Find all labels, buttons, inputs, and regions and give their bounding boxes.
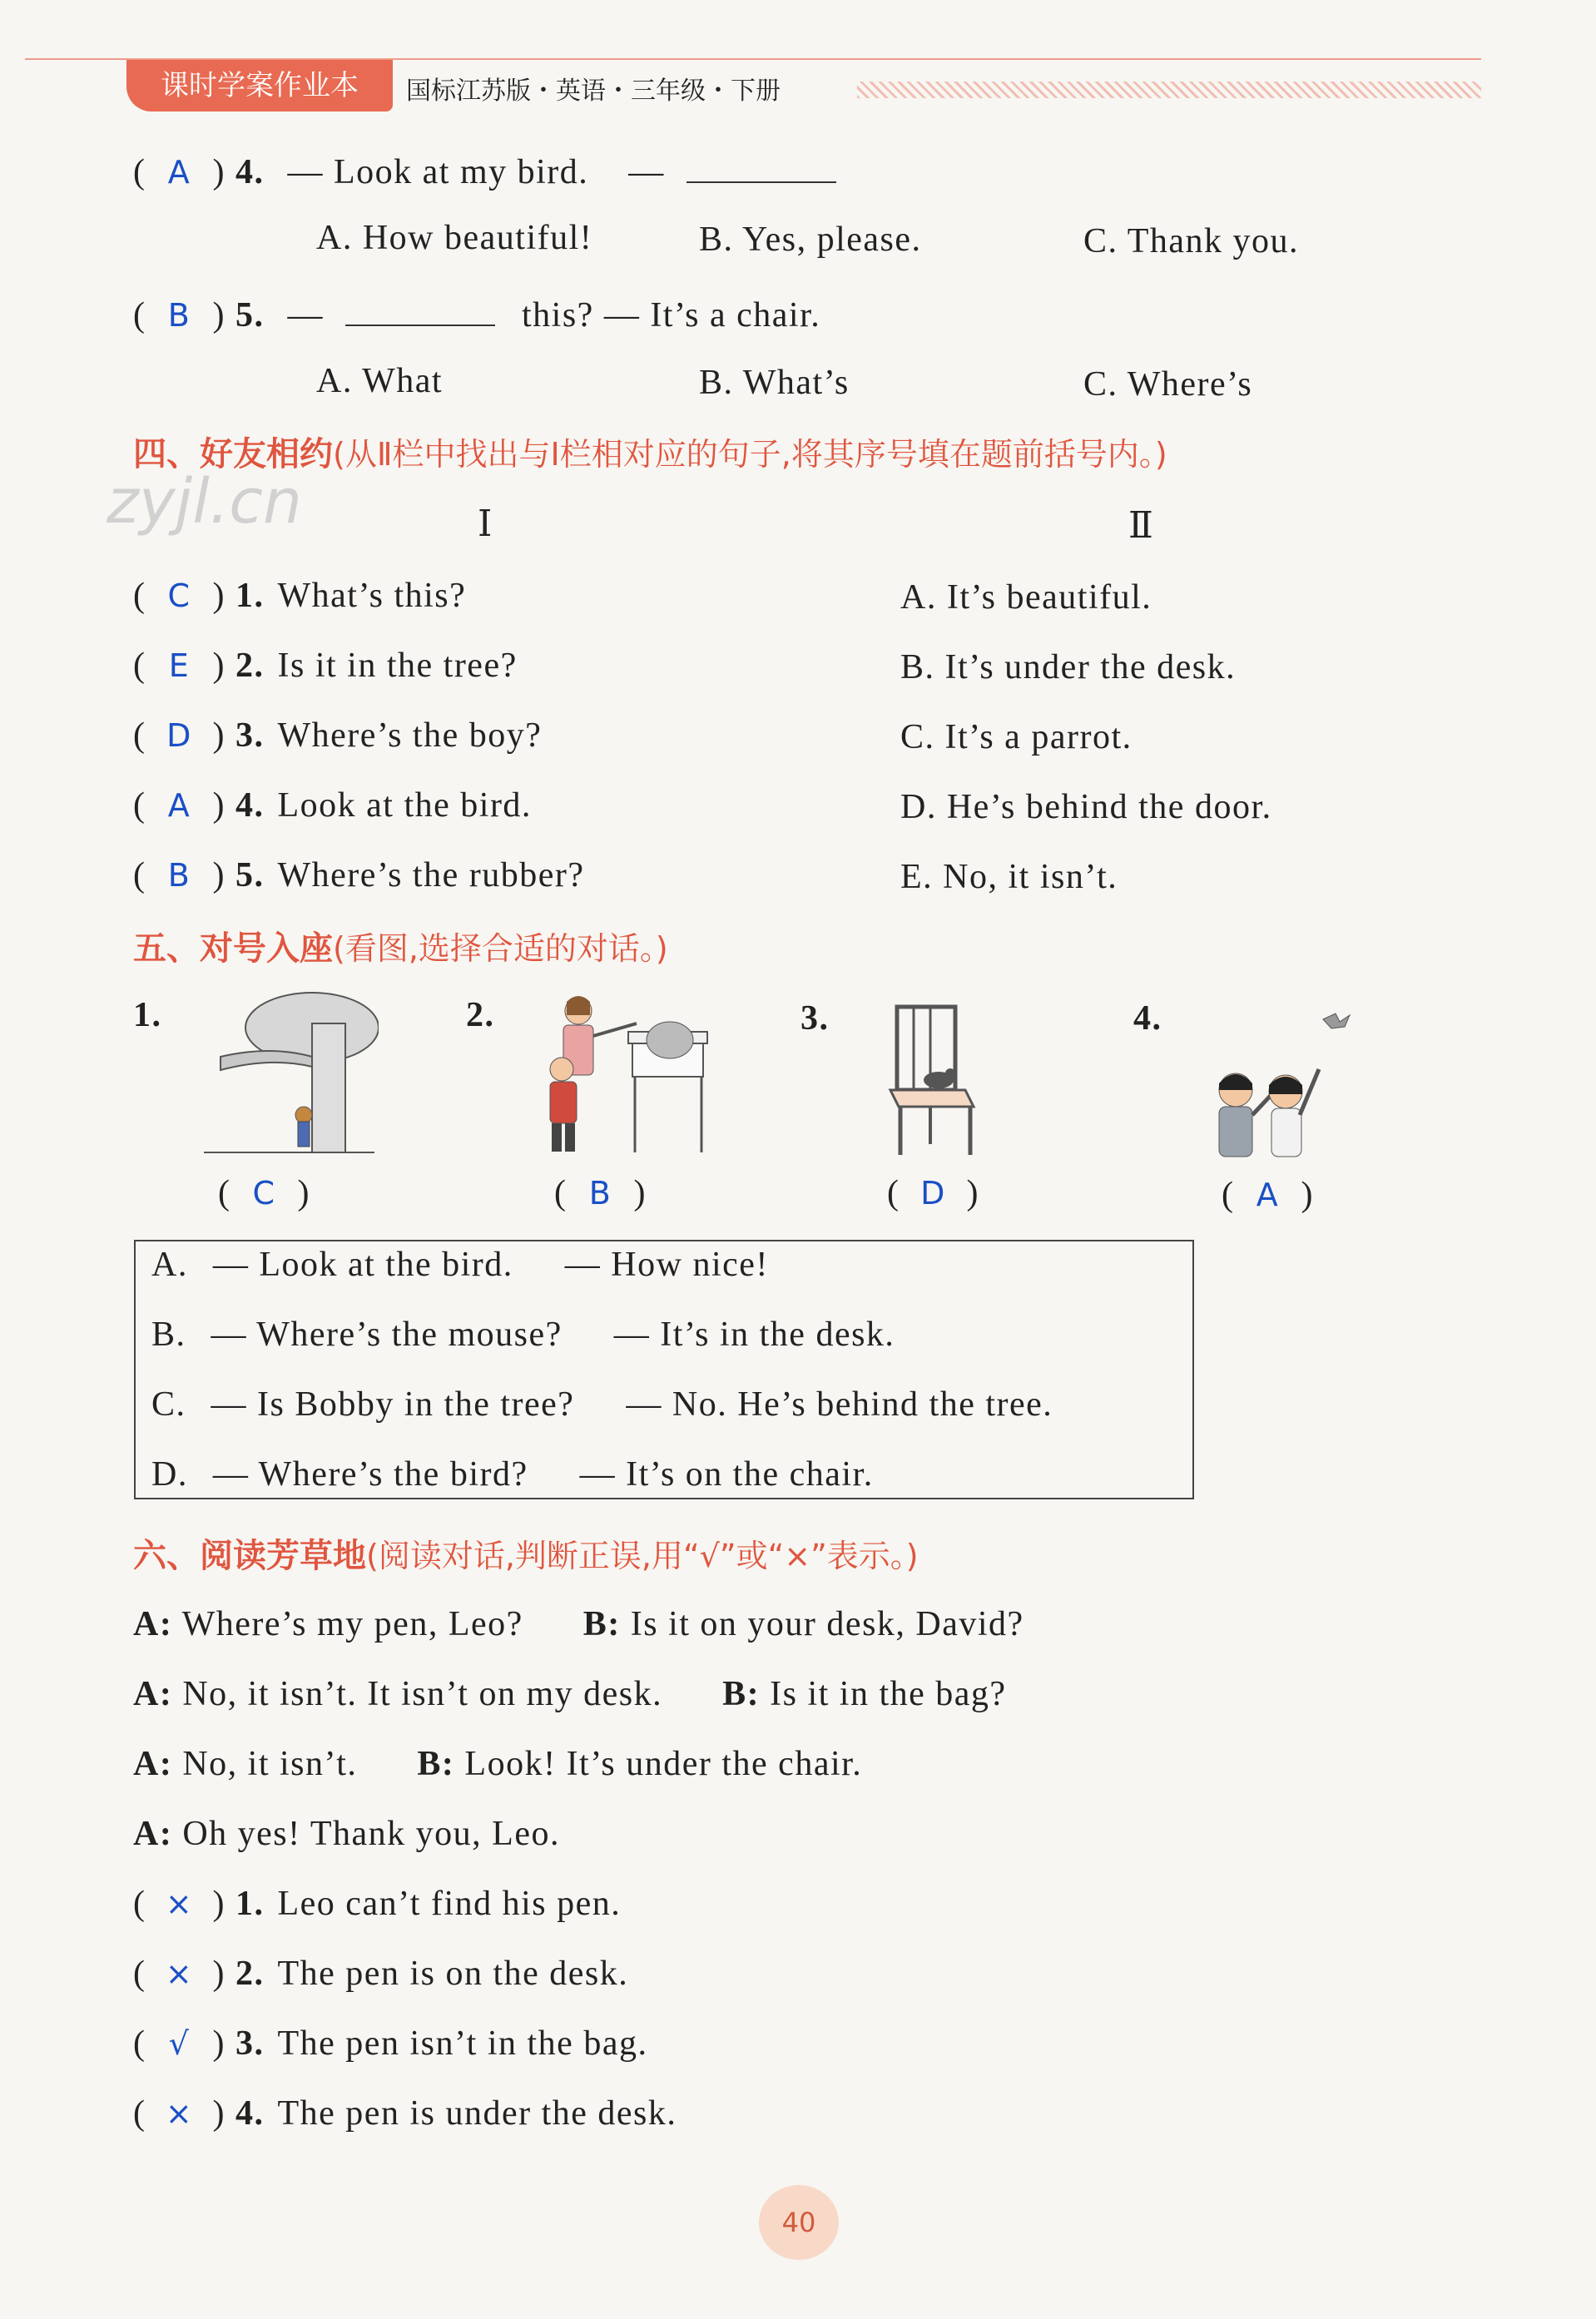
question-text: The pen is under the desk.: [277, 2094, 677, 2133]
picture-3-number: 3.: [800, 999, 830, 1038]
header-hatch: [857, 82, 1481, 98]
question-text: Where’s the boy?: [277, 716, 543, 755]
q3-4-row: ( A ) 4. — Look at my bird. —: [133, 148, 836, 192]
answer: ×: [165, 1885, 194, 1922]
children-bird-picture: [1173, 998, 1365, 1165]
dialog-d: D. — Where’s the bird? — It’s on the chair.: [151, 1455, 874, 1494]
match-left-4: ( A ) 4. Look at the bird.: [133, 786, 532, 825]
question-text: — Look at my bird.: [287, 153, 589, 191]
watermark: zyjl.cn: [107, 466, 302, 538]
answer: B: [167, 857, 191, 894]
picture-1-number: 1.: [133, 996, 162, 1034]
section6-title: 六、阅读芳草地: [133, 1537, 366, 1575]
section4-note: (从Ⅱ栏中找出与Ⅰ栏相对应的句子,将其序号填在题前括号内。): [333, 436, 1167, 473]
question-number: 2.: [235, 1955, 265, 1993]
question-text: The pen isn’t in the bag.: [277, 2024, 648, 2063]
q3-5-option-c: C. Where’s: [1083, 365, 1253, 404]
section5-note: (看图,选择合适的对话。): [333, 930, 668, 967]
picture-4-number: 4.: [1133, 999, 1162, 1038]
picture-4-answer: ( A ): [1222, 1176, 1314, 1214]
answer: C: [167, 577, 191, 614]
header-title: 国标江苏版・英语・三年级・下册: [406, 77, 781, 106]
answer-blank: [686, 148, 836, 183]
q3-5-option-a: A. What: [316, 362, 444, 400]
section5-title: 五、对号入座: [133, 929, 333, 968]
tree-picture: [187, 990, 379, 1157]
answer: B: [167, 297, 191, 334]
question-number: 4.: [235, 153, 265, 191]
match-left-3: ( D ) 3. Where’s the boy?: [133, 716, 543, 755]
picture-2-answer: ( B ): [554, 1174, 647, 1212]
match-left-2: ( E ) 2. Is it in the tree?: [133, 647, 518, 685]
page-number: 40: [759, 2185, 839, 2260]
section4-heading: [133, 428, 1167, 475]
answer: E: [168, 647, 191, 684]
question-dash: —: [287, 296, 324, 334]
section6-note: (阅读对话,判断正误,用“√”或“×”表示。): [366, 1538, 919, 1574]
answer-blank: [345, 291, 495, 326]
match-right-d: D. He’s behind the door.: [900, 788, 1272, 826]
answer: ×: [165, 2095, 194, 2132]
picture-3-answer: ( D ): [887, 1174, 979, 1212]
q3-4-option-a: A. How beautiful!: [316, 219, 593, 257]
question-text: The pen is on the desk.: [277, 1955, 629, 1993]
answer: √: [168, 2025, 191, 2062]
question-number: 3.: [235, 2024, 265, 2063]
judgement-1: ( × ) 1. Leo can’t find his pen.: [133, 1885, 622, 1923]
column-ii-header: Ⅱ: [1128, 505, 1155, 546]
reading-line-2: A: No, it isn’t. It isn’t on my desk. B: Is it in the bag?: [133, 1675, 1007, 1713]
question-dash: —: [628, 153, 665, 191]
match-right-c: C. It’s a parrot.: [900, 718, 1133, 756]
judgement-3: ( √ ) 3. The pen isn’t in the bag.: [133, 2024, 648, 2063]
chair-picture: [882, 998, 982, 1157]
question-number: 5.: [235, 296, 265, 334]
section5-heading: [133, 922, 668, 969]
question-text: Look at the bird.: [277, 786, 532, 825]
mother-child-picture: [512, 990, 711, 1157]
section4-title: 四、好友相约: [133, 435, 333, 473]
dialog-c: C. — Is Bobby in the tree? — No. He’s behind the tree.: [151, 1385, 1053, 1424]
question-number: 3.: [235, 716, 265, 755]
question-text: this? — It’s a chair.: [522, 296, 821, 334]
answer: D: [166, 717, 192, 754]
question-text: Is it in the tree?: [277, 647, 518, 685]
reading-line-3: A: No, it isn’t. B: Look! It’s under the chair.: [133, 1745, 863, 1783]
question-number: 5.: [235, 856, 265, 894]
answer: ×: [165, 1955, 194, 1992]
match-right-a: A. It’s beautiful.: [900, 578, 1152, 617]
answer: A: [167, 787, 191, 824]
match-left-1: ( C ) 1. What’s this?: [133, 577, 467, 615]
question-text: Where’s the rubber?: [277, 856, 585, 894]
match-left-5: ( B ) 5. Where’s the rubber?: [133, 856, 585, 894]
dialog-b: B. — Where’s the mouse? — It’s in the desk.: [151, 1316, 895, 1354]
reading-line-1: A: Where’s my pen, Leo? B: Is it on your desk, David?: [133, 1605, 1024, 1643]
q3-4-option-b: B. Yes, please.: [699, 221, 922, 259]
section6-heading: [133, 1529, 919, 1577]
dialog-a: A. — Look at the bird. — How nice!: [151, 1246, 769, 1284]
match-right-e: E. No, it isn’t.: [900, 858, 1118, 896]
q3-5-option-b: B. What’s: [699, 364, 850, 402]
question-number: 4.: [235, 2094, 265, 2133]
q3-4-option-c: C. Thank you.: [1083, 222, 1300, 260]
picture-1-answer: ( C ): [218, 1174, 310, 1212]
judgement-4: ( × ) 4. The pen is under the desk.: [133, 2094, 677, 2133]
column-i-header: Ⅰ: [478, 503, 493, 544]
q3-5-row: ( B ) 5. — this? — It’s a chair.: [133, 291, 820, 335]
judgement-2: ( × ) 2. The pen is on the desk.: [133, 1955, 629, 1993]
picture-2-number: 2.: [466, 996, 495, 1034]
reading-line-4: A: Oh yes! Thank you, Leo.: [133, 1815, 560, 1853]
match-right-b: B. It’s under the desk.: [900, 648, 1237, 686]
question-number: 1.: [235, 1885, 265, 1923]
question-text: What’s this?: [277, 577, 467, 615]
question-text: Leo can’t find his pen.: [277, 1885, 622, 1923]
question-number: 2.: [235, 647, 265, 685]
question-number: 4.: [235, 786, 265, 825]
question-number: 1.: [235, 577, 265, 615]
header-badge: 课时学案作业本: [126, 60, 393, 111]
answer: A: [167, 154, 191, 191]
